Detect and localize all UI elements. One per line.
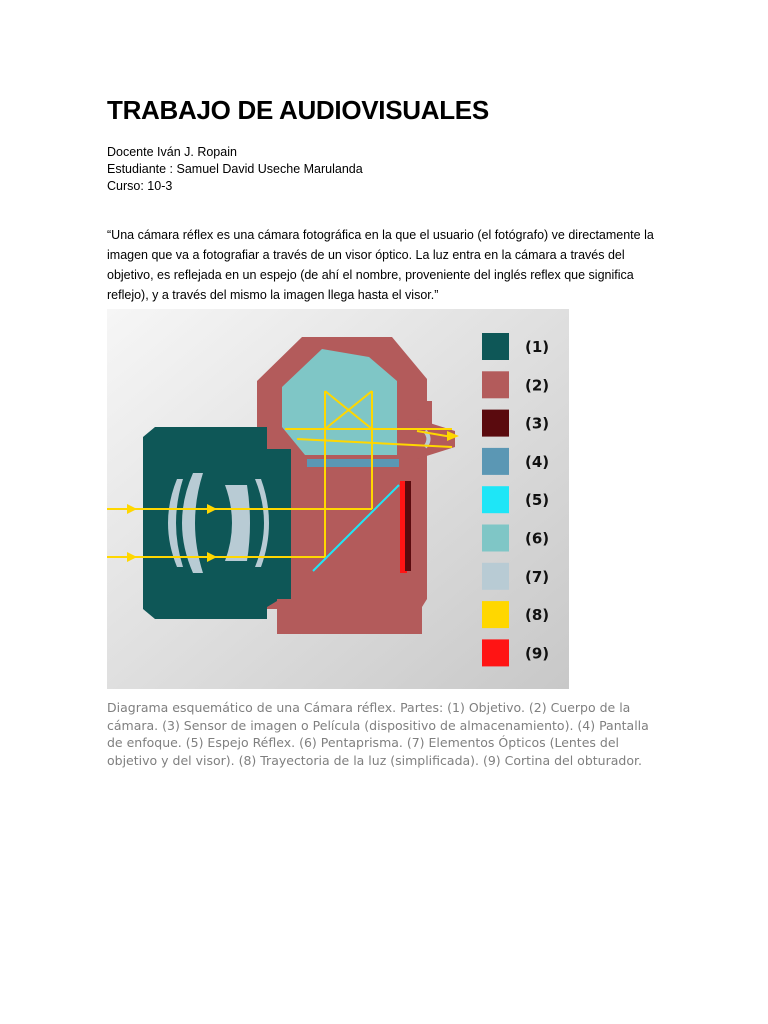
legend-label: (3)	[525, 414, 550, 433]
docente-line: Docente Iván J. Ropain	[107, 145, 237, 159]
legend-swatch	[482, 486, 509, 513]
estudiante-line: Estudiante : Samuel David Useche Marulanda	[107, 162, 363, 176]
legend-label: (1)	[525, 338, 550, 356]
legend-label: (7)	[525, 567, 550, 586]
legend-label: (4)	[525, 452, 550, 471]
curso-line: Curso: 10-3	[107, 179, 173, 193]
legend-label: (2)	[525, 376, 550, 395]
definition-quote: “Una cámara réflex es una cámara fotográfica en la que el usuario (el fotógrafo) ve directamente la imagen que va a fotografiar a través de un visor óptico. La luz entra en la cámara a través del objetivo, es reflejada en un espejo (de ahí el nombre, proveniente del inglés reflex que significa reflejo), y a través del mismo la imagen llega hasta el visor.”	[107, 228, 654, 302]
reflex-camera-diagram	[107, 309, 569, 689]
legend-swatch	[482, 563, 509, 590]
document-title: TRABAJO DE AUDIOVISUALES	[107, 95, 489, 125]
focusing-screen	[307, 459, 399, 467]
legend-label: (6)	[525, 529, 550, 548]
camera-diagram-svg	[107, 309, 569, 689]
legend-label: (9)	[525, 644, 550, 663]
legend-swatch	[482, 410, 509, 437]
document-meta	[107, 144, 363, 195]
legend-swatch	[482, 601, 509, 628]
legend-label: (8)	[525, 606, 550, 625]
legend-swatch	[482, 639, 509, 666]
figure-caption: Diagrama esquemático de una Cámara réflex. Partes: (1) Objetivo. (2) Cuerpo de la cámara. (3) Sensor de imagen o Película (dispositivo de almacenamiento). (4) Pantalla de enfoque. (5) Espejo Réflex. (6) Pentaprisma. (7) Elementos Ópticos (Lentes del objetivo y del visor). (8) Trayectoria de la luz (simplificada). (9) Cortina del obturador.	[107, 700, 649, 768]
legend-swatch	[482, 371, 509, 398]
legend-label: (5)	[525, 491, 550, 510]
legend-swatch	[482, 525, 509, 552]
legend-swatch	[482, 333, 509, 360]
legend-swatch	[482, 448, 509, 475]
image-sensor	[405, 481, 411, 571]
